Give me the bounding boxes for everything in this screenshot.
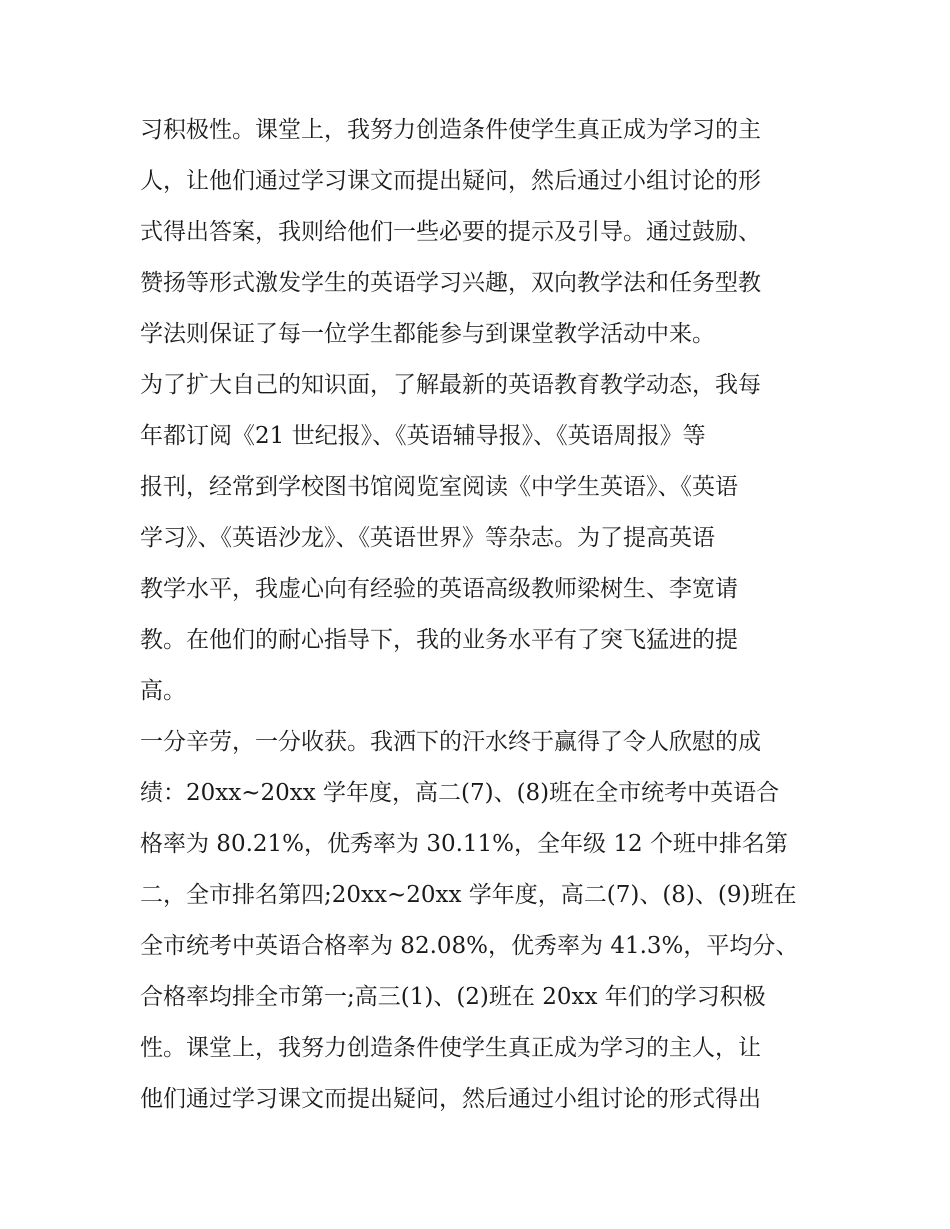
text-line-5: 学法则保证了每一位学生都能参与到课堂教学活动中来。 xyxy=(140,321,715,347)
text-line-6: 为了扩大自己的知识面，了解最新的英语教育教学动态，我每 xyxy=(140,372,761,398)
text-line-15: 格率为 80.21%，优秀率为 30.11%，全年级 12 个班中排名第 xyxy=(140,831,788,857)
body-text xyxy=(140,105,820,1125)
text-line-2: 人，让他们通过学习课文而提出疑问，然后通过小组讨论的形 xyxy=(140,168,761,194)
text-line-8: 报刊，经常到学校图书馆阅览室阅读《中学生英语》、《英语 xyxy=(140,474,738,500)
text-line-9: 学习》、《英语沙龙》、《英语世界》等杂志。为了提高英语 xyxy=(140,525,715,551)
text-line-13: 一分辛劳，一分收获。我洒下的汗水终于赢得了令人欣慰的成 xyxy=(140,729,761,755)
text-line-19: 性。课堂上，我努力创造条件使学生真正成为学习的主人，让 xyxy=(140,1035,761,1061)
text-line-14: 绩：20xx~20xx 学年度，高二(7)、(8)班在全市统考中英语合 xyxy=(140,780,780,806)
text-line-1: 习积极性。课堂上，我努力创造条件使学生真正成为学习的主 xyxy=(140,117,761,143)
text-line-7: 年都订阅《21 世纪报》、《英语辅导报》、《英语周报》等 xyxy=(140,423,706,449)
text-line-17: 全市统考中英语合格率为 82.08%，优秀率为 41.3%，平均分、 xyxy=(140,933,799,959)
text-line-11: 教。在他们的耐心指导下，我的业务水平有了突飞猛进的提 xyxy=(140,627,738,653)
text-line-20: 他们通过学习课文而提出疑问，然后通过小组讨论的形式得出 xyxy=(140,1086,761,1112)
text-line-12: 高。 xyxy=(140,678,186,704)
text-line-10: 教学水平，我虚心向有经验的英语高级教师梁树生、李宽请 xyxy=(140,576,738,602)
text-line-18: 合格率均排全市第一;高三(1)、(2)班在 20xx 年们的学习积极 xyxy=(140,984,766,1010)
text-line-4: 赞扬等形式激发学生的英语学习兴趣，双向教学法和任务型教 xyxy=(140,270,761,296)
text-line-16: 二，全市排名第四;20xx~20xx 学年度，高二(7)、(8)、(9)班在 xyxy=(140,882,797,908)
text-line-3: 式得出答案，我则给他们一些必要的提示及引导。通过鼓励、 xyxy=(140,219,761,245)
